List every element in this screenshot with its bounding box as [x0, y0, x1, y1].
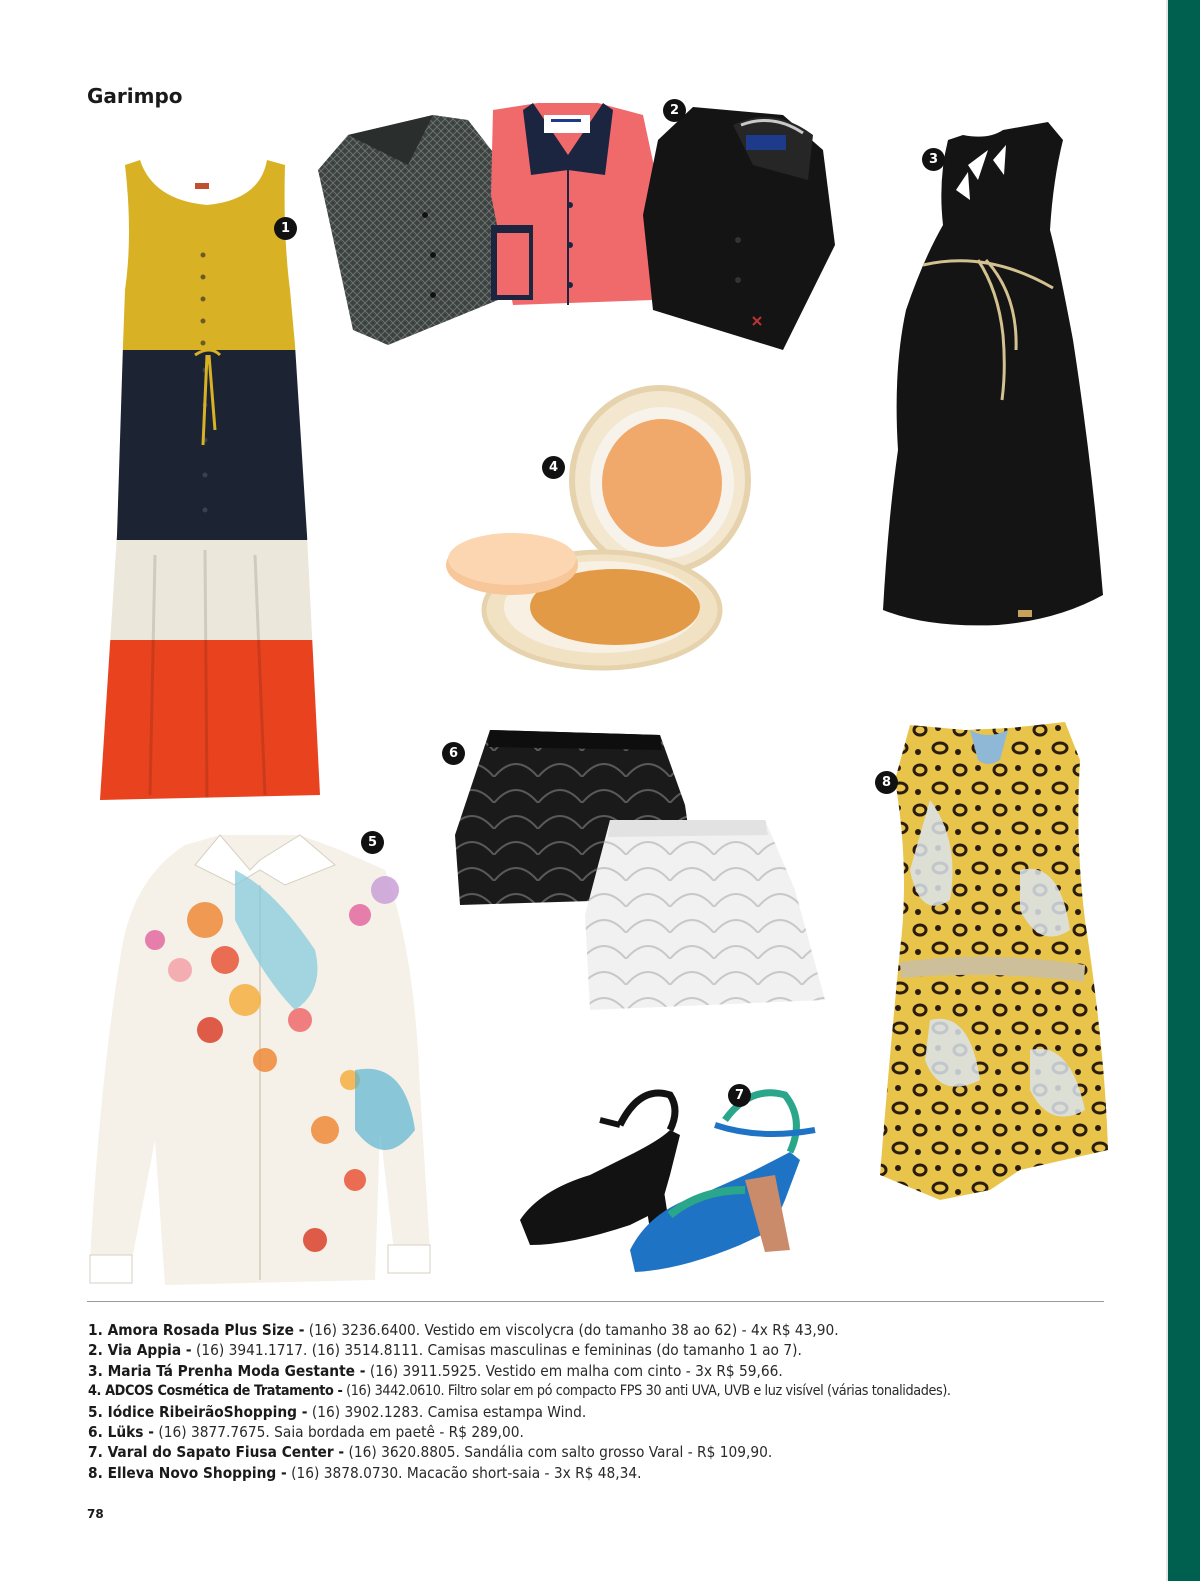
product-2-badge: 2: [663, 99, 686, 122]
credit-store-name: 3. Maria Tá Prenha Moda Gestante -: [88, 1361, 366, 1380]
credit-details: (16) 3911.5925. Vestido em malha com cinto - 3x R$ 59,66.: [365, 1361, 783, 1380]
credit-item-3: [88, 1361, 1118, 1381]
product-3-badge: 3: [922, 148, 945, 171]
credit-details: (16) 3941.1717. (16) 3514.8111. Camisas masculinas e femininas (do tamanho 1 ao 7).: [191, 1341, 802, 1360]
credit-details: (16) 3877.7675. Saia bordada em paetê - R$ 289,00.: [154, 1423, 524, 1442]
sidebar-edge: [1166, 0, 1168, 1581]
credit-store-name: 5. Iódice RibeirãoShopping -: [88, 1402, 308, 1421]
product-4-badge: 4: [542, 456, 565, 479]
credit-item-8: [88, 1463, 1118, 1483]
credit-item-1: [88, 1320, 1118, 1340]
maternity-dress-image: [878, 120, 1108, 635]
page-number: 78: [87, 1507, 104, 1521]
credit-details: (16) 3620.8805. Sandália com salto grosso Varal - R$ 109,90.: [344, 1443, 773, 1462]
credit-details: (16) 3902.1283. Camisa estampa Wind.: [307, 1402, 587, 1421]
compact-powder-image: [440, 385, 760, 675]
credit-store-name: 7. Varal do Sapato Fiusa Center -: [88, 1443, 345, 1462]
product-7-badge: 7: [728, 1084, 751, 1107]
floral-shirt-image: [85, 830, 435, 1285]
credit-store-name: 6. Lüks -: [88, 1423, 155, 1442]
shirts-image: [313, 95, 838, 355]
credit-item-6: [88, 1422, 1118, 1442]
credit-details: (16) 3236.6400. Vestido em viscolycra (do tamanho 38 ao 62) - 4x R$ 43,90.: [304, 1321, 839, 1339]
credit-item-2: [88, 1340, 1118, 1360]
product-3-maternity-dress: [878, 120, 1108, 635]
product-4-compact-powder: [440, 385, 760, 675]
credit-details: (16) 3878.0730. Macacão short-saia - 3x R$ 48,34.: [286, 1463, 642, 1482]
credit-store-name: 4. ADCOS Cosmética de Tratamento -: [88, 1383, 343, 1400]
product-1-badge: 1: [274, 217, 297, 240]
green-sidebar: [1168, 0, 1200, 1581]
sandals-image: [510, 1080, 830, 1280]
sequin-skirts-image: [450, 725, 835, 1015]
credit-store-name: 2. Via Appia -: [88, 1341, 192, 1360]
credit-item-4: [88, 1381, 1118, 1401]
product-8-animal-print-romper: [870, 720, 1110, 1210]
product-8-badge: 8: [875, 771, 898, 794]
product-5-badge: 5: [361, 831, 384, 854]
credits-list: [88, 1320, 1118, 1483]
section-title: Garimpo: [87, 84, 183, 108]
product-7-sandals: [510, 1080, 830, 1280]
product-6-badge: 6: [442, 742, 465, 765]
credit-store-name: 1. Amora Rosada Plus Size -: [88, 1321, 305, 1339]
credit-details: (16) 3442.0610. Filtro solar em pó compacto FPS 30 anti UVA, UVB e luz visível (várias tonalidades).: [342, 1383, 951, 1400]
product-1-maxi-dress: [95, 155, 325, 805]
product-2-shirts: [313, 95, 838, 355]
animal-print-romper-image: [870, 720, 1110, 1210]
product-6-sequin-skirts: [450, 725, 835, 1015]
product-5-floral-shirt: [85, 830, 435, 1285]
credit-item-5: [88, 1402, 1118, 1422]
credit-store-name: 8. Elleva Novo Shopping -: [88, 1463, 287, 1482]
maxi-dress-image: [95, 155, 325, 805]
credits-divider: [87, 1301, 1104, 1302]
credit-item-7: [88, 1442, 1118, 1462]
